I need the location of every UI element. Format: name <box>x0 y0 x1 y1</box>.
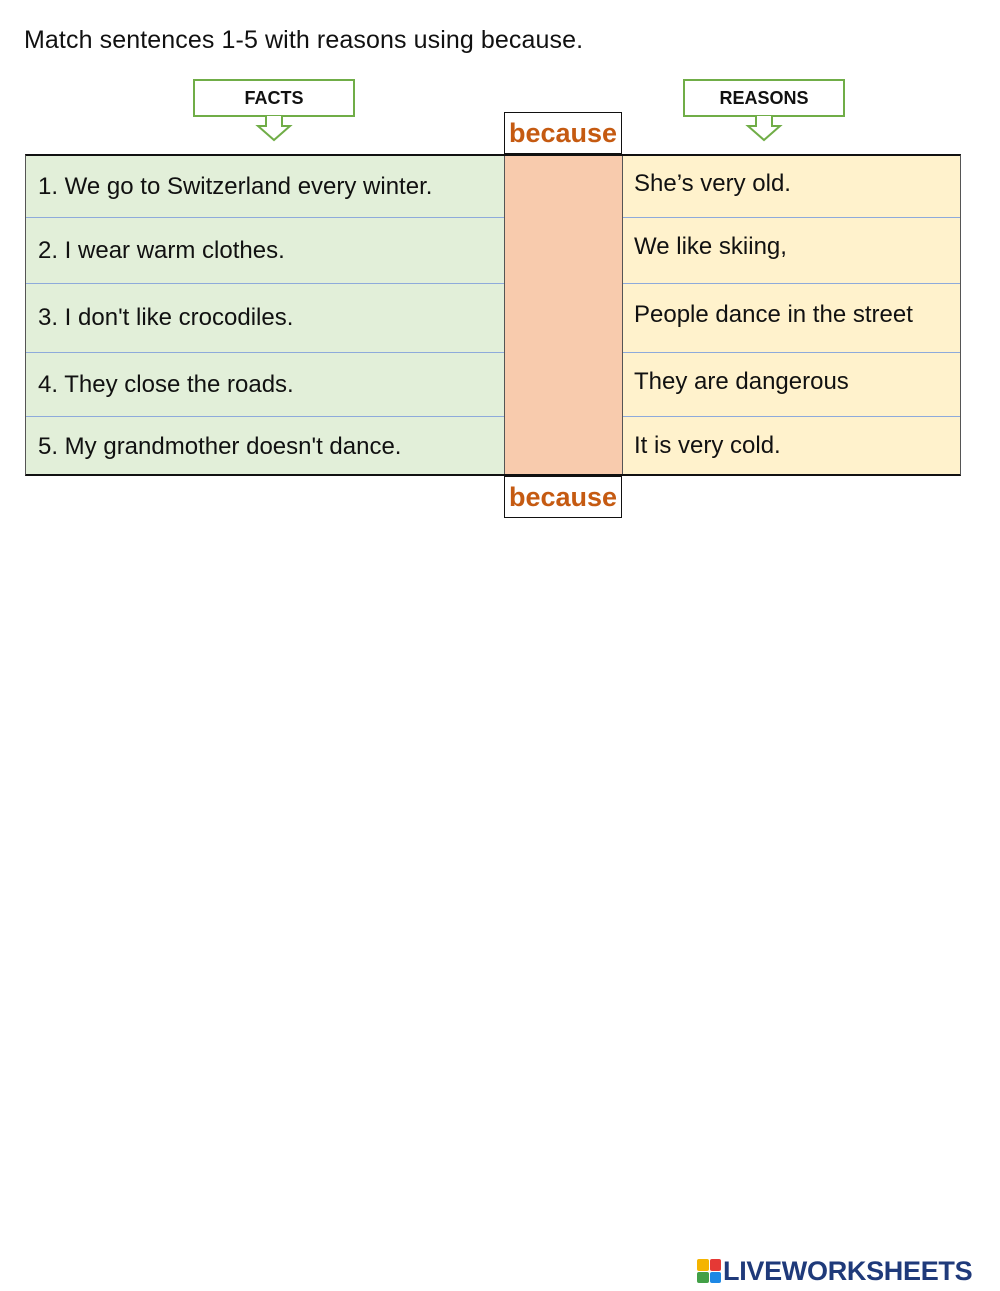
reason-item-4[interactable]: They are dangerous <box>623 352 960 410</box>
facts-down-arrow-icon <box>254 116 294 142</box>
fact-item-3: 3. I don't like crocodiles. <box>26 283 504 352</box>
logo-block <box>710 1259 722 1271</box>
reason-item-1[interactable]: She’s very old. <box>634 170 791 197</box>
logo-block <box>697 1259 709 1271</box>
liveworksheets-logo <box>697 1256 972 1286</box>
answer-drop-zone[interactable] <box>505 156 623 474</box>
reason-item-3[interactable]: People dance in the street <box>623 283 960 346</box>
fact-item-2: 2. I wear warm clothes. <box>26 217 504 283</box>
because-label-top: because <box>504 112 622 154</box>
reason-item-2[interactable]: We like skiing, <box>623 217 960 276</box>
logo-text: LIVEWORKSHEETS <box>723 1255 973 1286</box>
reason-item-5[interactable]: It is very cold. <box>623 416 960 474</box>
reasons-column <box>623 156 960 474</box>
facts-label: FACTS <box>193 79 355 117</box>
logo-blocks-icon <box>697 1259 721 1283</box>
fact-item-1: 1. We go to Switzerland every winter. <box>38 172 433 200</box>
instructions-text: Match sentences 1-5 with reasons using because. <box>24 26 584 54</box>
because-label-bottom: because <box>504 476 622 518</box>
fact-item-5: 5. My grandmother doesn't dance. <box>26 416 504 476</box>
logo-block <box>697 1272 709 1284</box>
facts-column <box>26 156 505 474</box>
reasons-label: REASONS <box>683 79 845 117</box>
fact-item-4: 4. They close the roads. <box>26 352 504 416</box>
reasons-down-arrow-icon <box>744 116 784 142</box>
matching-table <box>25 154 961 476</box>
logo-block <box>710 1272 722 1284</box>
